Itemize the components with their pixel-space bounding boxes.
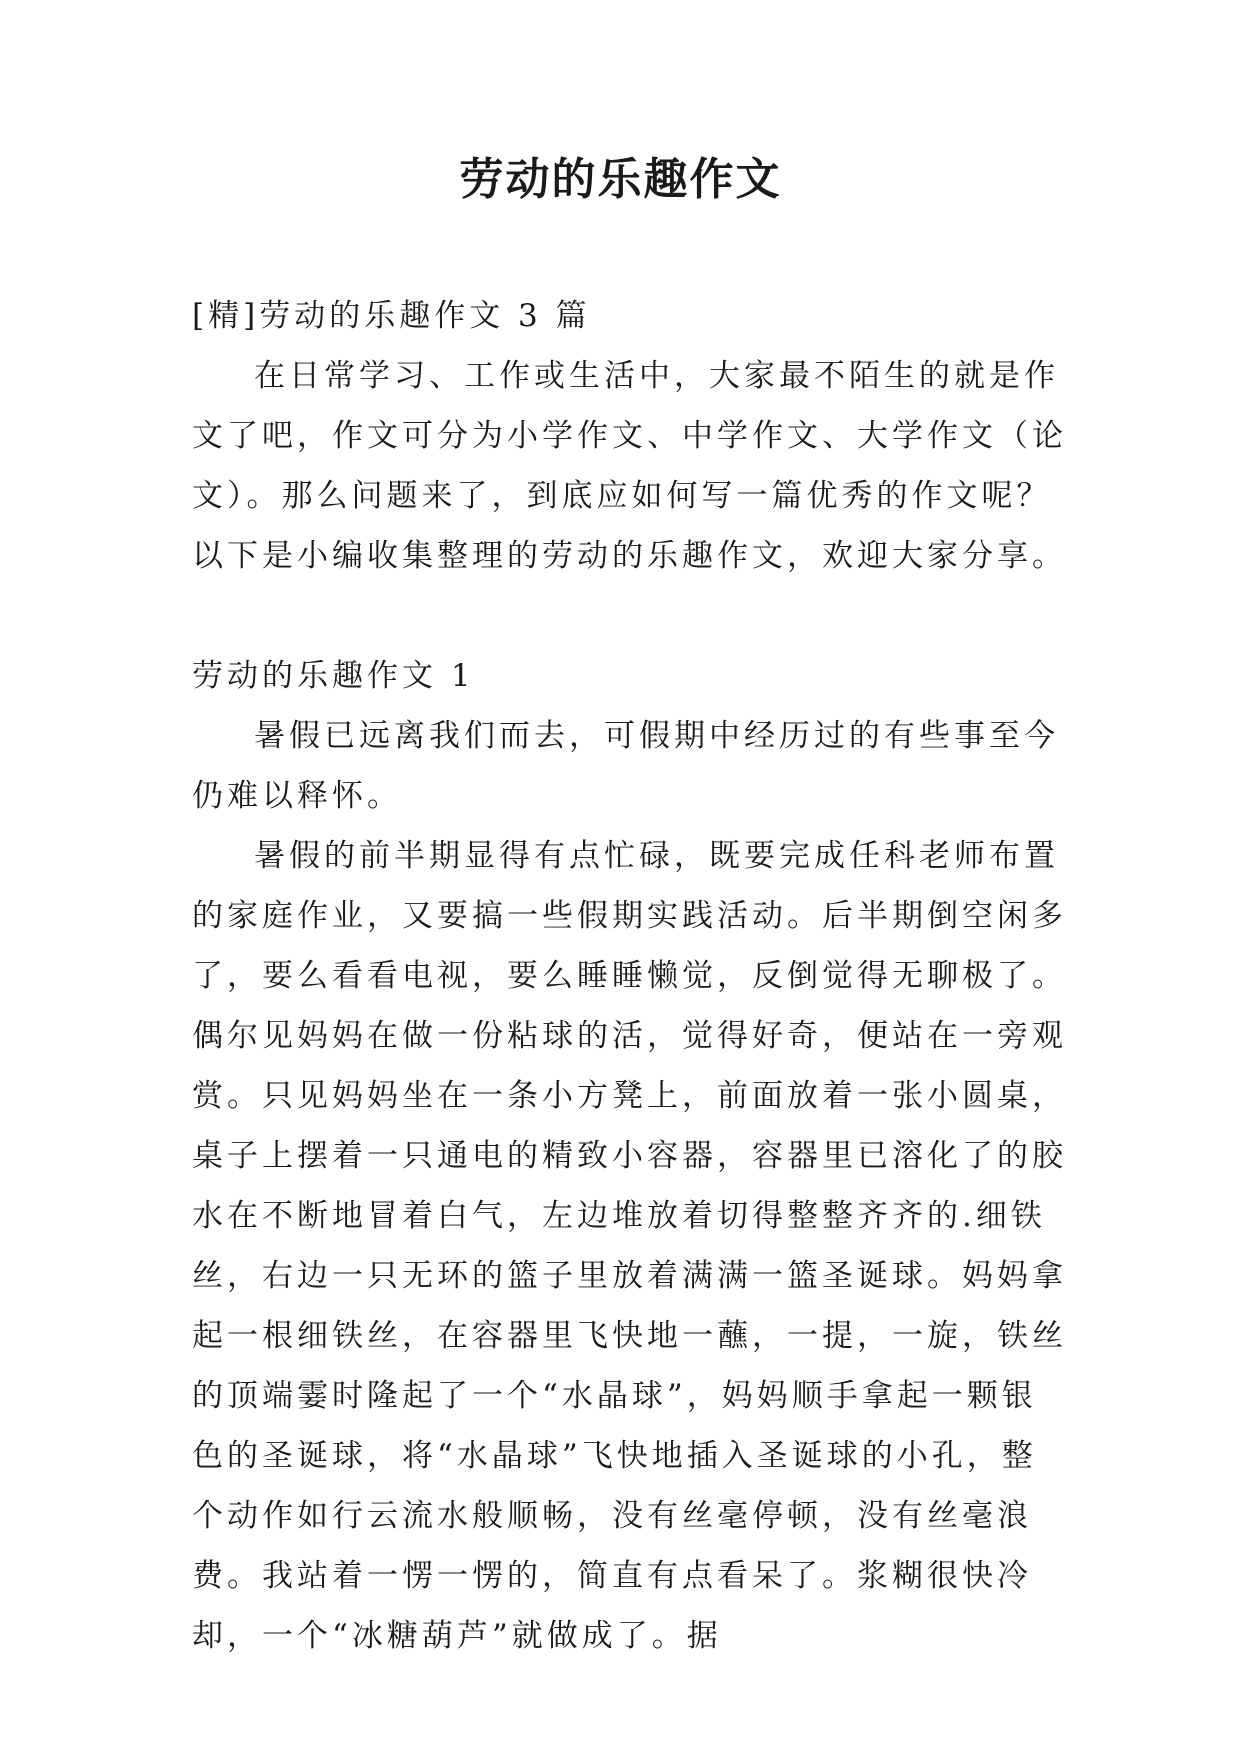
body-paragraph: 暑假的前半期显得有点忙碌，既要完成任科老师布置的家庭作业，又要搞一些假期实践活动。后半期倒空闲多了，要么看看电视，要么睡睡懒觉，反倒觉得无聊极了。偶尔见妈妈在做一份粘球的活，觉得好奇，便站在一旁观赏。只见妈妈坐在一条小方凳上，前面放着一张小圆桌，桌子上摆着一只通电的精致小容器，容器里已溶化了的胶水在不断地冒着白气，左边堆放着切得整整齐齐的.细铁丝，右边一只无环的篮子里放着满满一篮圣诞球。妈妈拿起一根细铁丝，在容器里飞快地一蘸，一提，一旋，铁丝的顶端霎时隆起了一个“水晶球”，妈妈顺手拿起一颗银色的圣诞球，将“水晶球”飞快地插入圣诞球的小孔，整个动作如行云流水般顺畅，没有丝毫停顿，没有丝毫浪费。我站着一愣一愣的，简直有点看呆了。浆糊很快冷却，一个“冰糖葫芦”就做成了。据 [192,838,1067,1654]
body-paragraph: 暑假已远离我们而去，可假期中经历过的有些事至今仍难以释怀。 [192,718,1059,814]
intro-paragraph: 在日常学习、工作或生活中，大家最不陌生的就是作文了吧，作文可分为小学作文、中学作文、大学作文（论文）。那么问题来了，到底应如何写一篇优秀的作文呢？以下是小编收集整理的劳动的乐趣作文，欢迎大家分享。 [192,358,1067,574]
document-subtitle: [精]劳动的乐趣作文 3 篇 [192,298,591,334]
document-body [192,286,1070,1666]
section-heading: 劳动的乐趣作文 1 [192,658,475,694]
document-title: 劳动的乐趣作文 [459,154,782,205]
